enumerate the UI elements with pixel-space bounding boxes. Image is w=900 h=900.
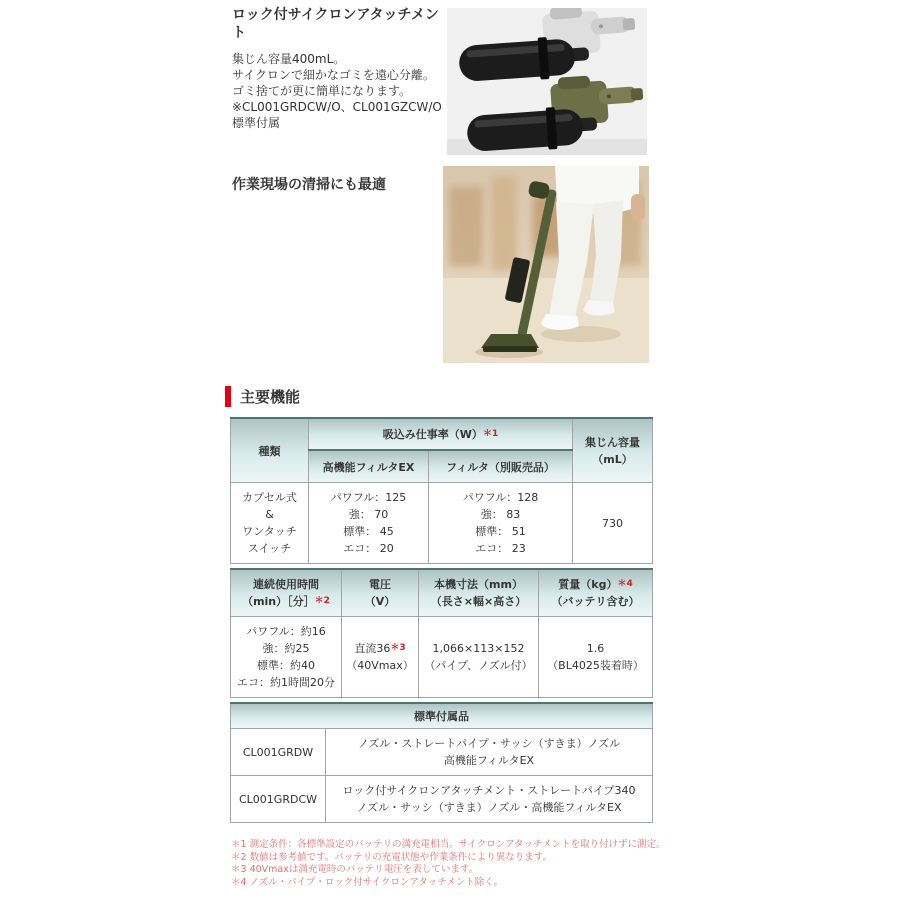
power-value: 強： 70 <box>348 508 389 521</box>
cyclone-attachment-section <box>232 6 446 131</box>
runtime-value: 強：約25 <box>262 642 310 655</box>
filter-opt-header-cell: フィルタ（別販売品） <box>429 450 573 483</box>
runtime-value: パワフル：約16 <box>246 625 326 638</box>
type-line: カプセル式 <box>242 491 297 504</box>
accessories-cell <box>326 776 653 823</box>
suction-header-cell <box>309 418 573 450</box>
accessories-line: ノズル・ストレートパイプ・サッシ（すきま）ノズル <box>357 737 621 750</box>
section-title: ロック付サイクロンアタッチメント <box>232 7 439 41</box>
voltage-header-line: 電圧 <box>369 578 391 591</box>
worksite-cleaning-photo <box>443 166 649 363</box>
table-row <box>231 729 653 776</box>
runtime-spec-table <box>230 568 653 698</box>
voltage-header-line: （V） <box>364 595 396 608</box>
type-header-label: 種類 <box>258 444 281 458</box>
power-value: エコ： 20 <box>343 542 394 555</box>
feature-line: ※CL001GRDCW/O、CL001GZCW/O標準付属 <box>232 100 442 130</box>
type-line: ワンタッチ <box>242 525 297 538</box>
worksite-cleaning-illustration <box>443 166 649 363</box>
type-value-cell <box>231 483 309 564</box>
weight-note: （BL4025装着時） <box>547 659 644 672</box>
worksite-section <box>232 176 386 203</box>
accessories-line: 高機能フィルタEX <box>443 754 535 767</box>
footnote-mark-1: ＊1 <box>482 429 499 439</box>
voltage-value <box>344 640 416 657</box>
power-value: 標準： 51 <box>475 525 526 538</box>
footnote: ＊1 測定条件：各標準設定のバッテリの満充電相当。サイクロンアタッチメントを取り付けずに測定。 <box>231 839 666 850</box>
runtime-value: エコ：約1時間20分 <box>237 676 335 689</box>
dimensions-note: （パイプ、ノズル付） <box>424 659 533 672</box>
runtime-values-cell <box>231 617 342 698</box>
filter-ex-header-cell: 高機能フィルタEX <box>309 450 429 483</box>
voltage-sub: （40Vmax） <box>346 659 414 672</box>
accessories-line: ノズル・サッシ（すきま）ノズル・高機能フィルタEX <box>356 801 622 814</box>
footnote: ＊2 数値は参考値です。バッテリの充電状態や作業条件により異なります。 <box>231 851 553 863</box>
model-cell: CL001GRDW <box>231 729 326 776</box>
weight-header-cell <box>539 569 653 617</box>
dimensions-header-line: 本機寸法（mm） <box>434 578 523 591</box>
voltage-value-cell <box>342 617 419 698</box>
cyclone-attachment-product-image <box>447 8 647 155</box>
suction-header-label: 吸込み仕事率（W） <box>382 428 483 441</box>
dimensions-value: 1,066×113×152 <box>432 642 525 655</box>
heading-label: 主要機能 <box>240 388 301 406</box>
power-value: パワフル：125 <box>330 491 407 504</box>
runtime-value: 標準：約40 <box>257 659 315 672</box>
footnote-mark-4: ＊4 <box>617 579 633 589</box>
power-value: 標準： 45 <box>343 525 394 538</box>
accessories-line: ロック付サイクロンアタッチメント・ストレートパイプ340 <box>342 784 636 797</box>
runtime-header-sub: （min）［分］ <box>242 595 315 608</box>
main-features-heading <box>225 386 300 407</box>
dimensions-value-cell <box>419 617 539 698</box>
power-value: エコ： 23 <box>475 542 526 555</box>
feature-line: 集じん容量400mL。 <box>232 52 346 66</box>
voltage-number: 直流36 <box>354 642 391 655</box>
type-header-cell <box>231 418 309 483</box>
model-cell: CL001GRDCW <box>231 776 326 823</box>
feature-line: ゴミ捨てが更に簡単になります。 <box>232 84 412 98</box>
section-title: 作業現場の清掃にも最適 <box>232 177 386 193</box>
capacity-value-cell: 730 <box>573 483 653 564</box>
weight-value-cell <box>539 617 653 698</box>
footnote: ＊3 40Vmaxは満充電時のバッテリ電圧を表しています。 <box>231 864 479 875</box>
filter-ex-values-cell <box>309 483 429 564</box>
accessories-header-cell: 標準付属品 <box>231 703 653 729</box>
footnotes <box>231 839 691 889</box>
suction-spec-table <box>230 417 653 564</box>
type-line: スイッチ <box>247 542 292 555</box>
weight-header-label: 質量（kg） <box>558 578 618 591</box>
weight-value: 1.6 <box>586 642 605 655</box>
dimensions-header-cell <box>419 569 539 617</box>
footnote-mark-3: ＊3 <box>390 643 406 653</box>
red-accent-bar <box>225 386 231 407</box>
weight-header-line <box>541 576 650 593</box>
cyclone-attachment-illustration <box>447 8 647 155</box>
type-line: & <box>265 508 274 521</box>
runtime-header-cell <box>231 569 342 617</box>
accessories-table <box>230 702 653 823</box>
power-value: 強： 83 <box>480 508 521 521</box>
dimensions-header-line: （長さ×幅×高さ） <box>430 595 527 608</box>
weight-header-line: （バッテリ含む） <box>551 595 640 608</box>
runtime-header-line: 連続使用時間 <box>253 578 319 591</box>
feature-line: サイクロンで細かなゴミを遠心分離。 <box>232 68 435 82</box>
capacity-header-cell <box>573 418 653 483</box>
accessories-cell <box>326 729 653 776</box>
capacity-header-line: 集じん容量 <box>585 435 640 449</box>
table-row <box>231 776 653 823</box>
filter-opt-values-cell <box>429 483 573 564</box>
footnote: ＊4 ノズル・パイプ・ロック付サイクロンアタッチメント除く。 <box>231 876 504 888</box>
voltage-header-cell <box>342 569 419 617</box>
footnote-mark-2: ＊2 <box>314 596 330 606</box>
runtime-header-line <box>233 593 339 610</box>
power-value: パワフル：128 <box>462 491 539 504</box>
capacity-header-line: （mL） <box>592 452 633 466</box>
